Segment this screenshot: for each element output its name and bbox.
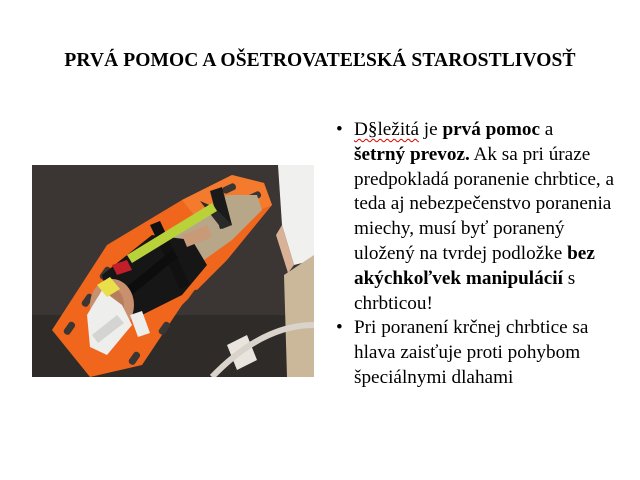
text-run: je	[419, 119, 443, 140]
bold-run: prvá pomoc	[442, 119, 540, 140]
slide-title: PRVÁ POMOC A OŠETROVATEĽSKÁ STAROSTLIVOSŤ	[64, 50, 576, 71]
misspelled-word: D§ležitá	[354, 119, 419, 140]
text-run: s chrbticou!	[354, 267, 576, 314]
text-run: a	[539, 119, 554, 140]
bold-run: šetrný prevoz.	[354, 143, 470, 165]
text-run: Pri poranení krčnej chrbtice sa hlava zaisťuje proti pohybom špeciálnymi dlahami	[354, 317, 589, 388]
text-run: Ak sa pri úraze predpokladá poranenie chrbtice, a teda aj nebezpečenstvo poranenia miechy, musí byť poranený uložený na tvrdej podložke	[354, 143, 614, 264]
bullet-list	[336, 118, 626, 391]
bold-run: bez akýchkoľvek manipulácií	[354, 242, 595, 289]
bullet-item-1	[336, 118, 626, 316]
stretcher-photo	[32, 165, 314, 377]
bullet-item-2	[336, 316, 626, 390]
stretcher-illustration	[32, 165, 314, 377]
